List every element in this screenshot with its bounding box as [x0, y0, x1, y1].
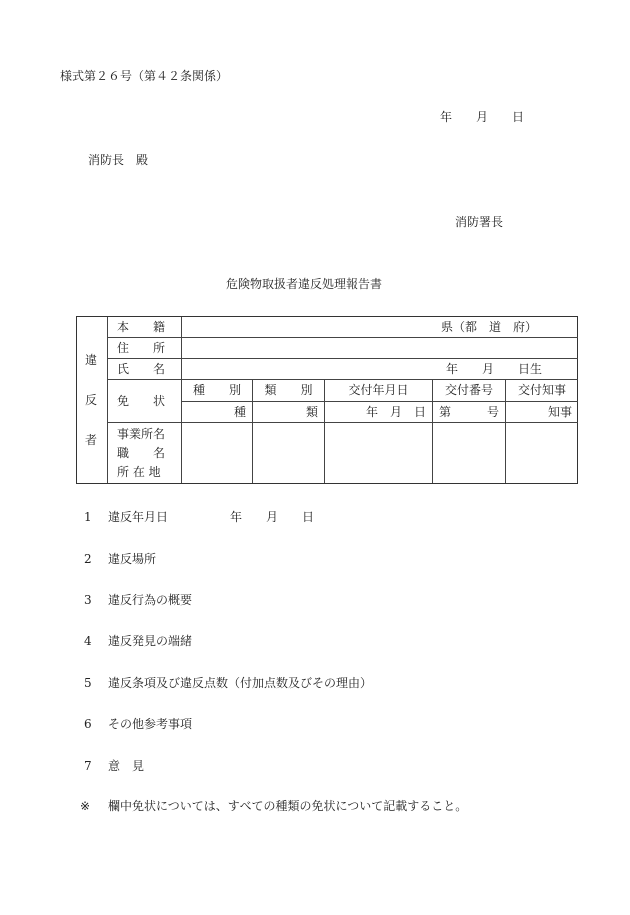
form-number: 様式第２６号（第４２条関係） [60, 69, 229, 83]
item-2-number: 2 [84, 552, 92, 566]
date-line: 年 月 日 [440, 110, 525, 124]
item-3-text: 違反行為の概要 [108, 593, 193, 607]
item-1-text: 違反年月日 [108, 510, 169, 524]
item-5-text: 違反条項及び違反点数（付加点数及びその理由） [108, 676, 373, 690]
col-line [107, 317, 108, 483]
side-label-1: 違 [85, 353, 98, 367]
item-4-number: 4 [84, 634, 92, 648]
header-ruibetsu: 類 別 [264, 383, 313, 397]
row-line [107, 337, 578, 338]
header-kofu-number: 交付番号 [444, 383, 493, 397]
sender: 消防署長 [455, 215, 504, 229]
note-mark: ※ [80, 799, 91, 813]
note-text: 欄中免状については、すべての種類の免状について記載すること。 [108, 799, 468, 813]
menjo-label: 免 状 [117, 394, 166, 408]
shimei-label: 氏 名 [117, 362, 166, 376]
item-7-text: 意 見 [108, 759, 145, 773]
item-4-text: 違反発見の端緒 [108, 634, 193, 648]
address-label: 所 在 地 [117, 465, 161, 479]
col-line [181, 317, 182, 483]
header-kofu-governor: 交付知事 [517, 383, 566, 397]
addressee: 消防長 殿 [88, 153, 149, 167]
honseki-suffix: 県（都 道 府） [440, 320, 537, 334]
item-1-date: 年 月 日 [230, 510, 315, 524]
subrow-rui: 類 [305, 405, 318, 419]
birth-suffix: 年 月 日生 [445, 362, 542, 376]
item-6-number: 6 [84, 717, 92, 731]
jusho-label: 住 所 [117, 341, 166, 355]
row-line [107, 379, 578, 380]
header-shubetsu: 種 別 [192, 383, 241, 397]
document-title: 危険物取扱者違反処理報告書 [226, 277, 383, 291]
item-1-number: 1 [84, 510, 92, 524]
honseki-label: 本 籍 [117, 320, 166, 334]
item-3-number: 3 [84, 593, 92, 607]
side-label-2: 反 [85, 393, 98, 407]
subrow-number: 第 号 [438, 405, 499, 419]
side-label-3: 者 [85, 433, 98, 447]
violator-table [76, 316, 578, 484]
item-5-number: 5 [84, 676, 92, 690]
subrow-shu: 種 [233, 405, 246, 419]
office-name-label: 事業所名 [117, 427, 166, 441]
row-line [107, 358, 578, 359]
row-line [181, 401, 578, 402]
row-line [107, 422, 578, 423]
subrow-date: 年 月 日 [365, 405, 426, 419]
job-title-label: 職 名 [117, 446, 166, 460]
item-6-text: その他参考事項 [108, 717, 193, 731]
item-7-number: 7 [84, 759, 92, 773]
item-2-text: 違反場所 [108, 552, 157, 566]
header-kofu-date: 交付年月日 [348, 383, 409, 397]
subrow-governor: 知事 [547, 405, 572, 419]
